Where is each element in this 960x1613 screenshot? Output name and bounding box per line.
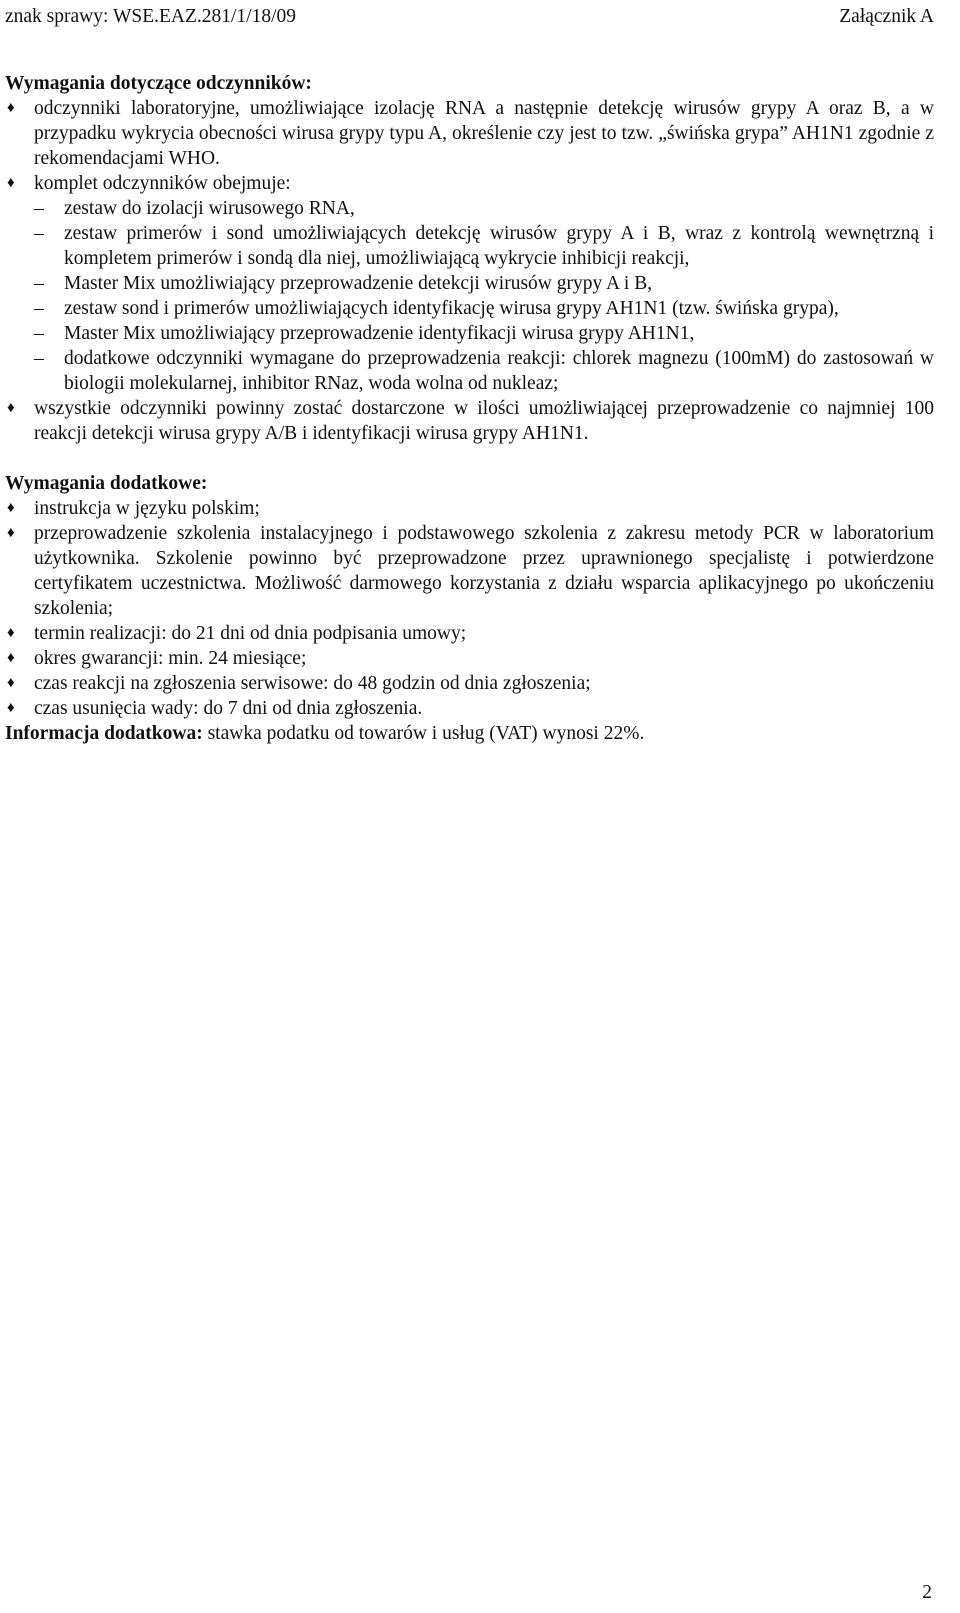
list-item-text: instrukcja w języku polskim;	[34, 498, 260, 519]
diamond-bullet-icon: ♦	[7, 625, 15, 641]
list-item-text: przeprowadzenie szkolenia instalacyjnego i podstawowego szkolenia z zakresu metody PCR w laboratorium użytkownika. Szkolenie powinno być przeprowadzone przez uprawnionego specjalistę i potwierdzone certyfikatem uczestnictwa. Możliwość darmowego korzystania z działu wsparcia aplikacyjnego po ukończeniu szkolenia;	[34, 523, 934, 619]
sub-list-item-text: Master Mix umożliwiający przeprowadzenie detekcji wirusów grypy A i B,	[64, 273, 653, 294]
sub-list-item	[5, 221, 934, 271]
sub-list-item-text: Master Mix umożliwiający przeprowadzenie identyfikacji wirusa grypy AH1N1,	[64, 323, 695, 344]
case-reference: znak sprawy: WSE.EAZ.281/1/18/09	[5, 6, 297, 27]
list-item-text: czas usunięcia wady: do 7 dni od dnia zgłoszenia.	[34, 698, 423, 719]
dash-bullet-icon: –	[34, 298, 44, 319]
list-item-text: odczynniki laboratoryjne, umożliwiające izolację RNA a następnie detekcję wirusów grypy A oraz B, a w przypadku wykrycia obecności wirusa grypy typu A, określenie czy jest to tzw. „świńska grypa” AH1N1 zgodnie z rekomendacjami WHO.	[34, 98, 934, 169]
page-header	[5, 4, 934, 30]
dash-bullet-icon: –	[34, 348, 44, 369]
list-item	[5, 496, 934, 521]
page-number: 2	[922, 1582, 932, 1603]
list-item-text: komplet odczynników obejmuje:	[34, 173, 291, 194]
list-item-text: termin realizacji: do 21 dni od dnia podpisania umowy;	[34, 623, 467, 644]
document-body	[5, 71, 934, 746]
sub-list-item	[5, 321, 934, 346]
dash-bullet-icon: –	[34, 323, 44, 344]
diamond-bullet-icon: ♦	[7, 175, 15, 191]
list-item-text: wszystkie odczynniki powinny zostać dostarczone w ilości umożliwiającej przeprowadzenie co najmniej 100 reakcji detekcji wirusa grypy A/B i identyfikacji wirusa grypy AH1N1.	[34, 398, 934, 444]
sub-list-item	[5, 296, 934, 321]
dash-bullet-icon: –	[34, 223, 44, 244]
list-item-text: czas reakcji na zgłoszenia serwisowe: do 48 godzin od dnia zgłoszenia;	[34, 673, 591, 694]
section-heading-reagents: Wymagania dotyczące odczynników:	[5, 73, 312, 94]
diamond-bullet-icon: ♦	[7, 675, 15, 691]
sub-list-item-text: zestaw do izolacji wirusowego RNA,	[64, 198, 355, 219]
sub-list-item-text: zestaw sond i primerów umożliwiających identyfikację wirusa grypy AH1N1 (tzw. świńska grypa),	[64, 298, 839, 319]
dash-bullet-icon: –	[34, 198, 44, 219]
list-item	[5, 171, 934, 196]
info-text: stawka podatku od towarów i usług (VAT) wynosi 22%.	[202, 723, 645, 744]
sub-list-item-text: dodatkowe odczynniki wymagane do przeprowadzenia reakcji: chlorek magnezu (100mM) do zastosowań w biologii molekularnej, inhibitor RNaz, woda wolna od nukleaz;	[64, 348, 934, 394]
diamond-bullet-icon: ♦	[7, 650, 15, 666]
sub-list-item	[5, 346, 934, 396]
diamond-bullet-icon: ♦	[7, 100, 15, 116]
list-item	[5, 621, 934, 646]
additional-information	[5, 721, 934, 746]
list-item	[5, 396, 934, 446]
dash-bullet-icon: –	[34, 273, 44, 294]
diamond-bullet-icon: ♦	[7, 500, 15, 516]
list-item	[5, 96, 934, 171]
info-label: Informacja dodatkowa:	[5, 723, 203, 744]
list-item	[5, 646, 934, 671]
list-item	[5, 696, 934, 721]
diamond-bullet-icon: ♦	[7, 525, 15, 541]
attachment-label: Załącznik A	[839, 6, 934, 27]
list-item	[5, 521, 934, 621]
diamond-bullet-icon: ♦	[7, 700, 15, 716]
sub-list-item	[5, 271, 934, 296]
sub-list-item	[5, 196, 934, 221]
list-item	[5, 671, 934, 696]
sub-list-item-text: zestaw primerów i sond umożliwiających detekcję wirusów grypy A i B, wraz z kontrolą wewnętrzną i kompletem primerów i sondą dla niej, umożliwiającą wykrycie inhibicji reakcji,	[64, 223, 934, 269]
list-item-text: okres gwarancji: min. 24 miesiące;	[34, 648, 307, 669]
diamond-bullet-icon: ♦	[7, 400, 15, 416]
section-heading-additional: Wymagania dodatkowe:	[5, 473, 208, 494]
